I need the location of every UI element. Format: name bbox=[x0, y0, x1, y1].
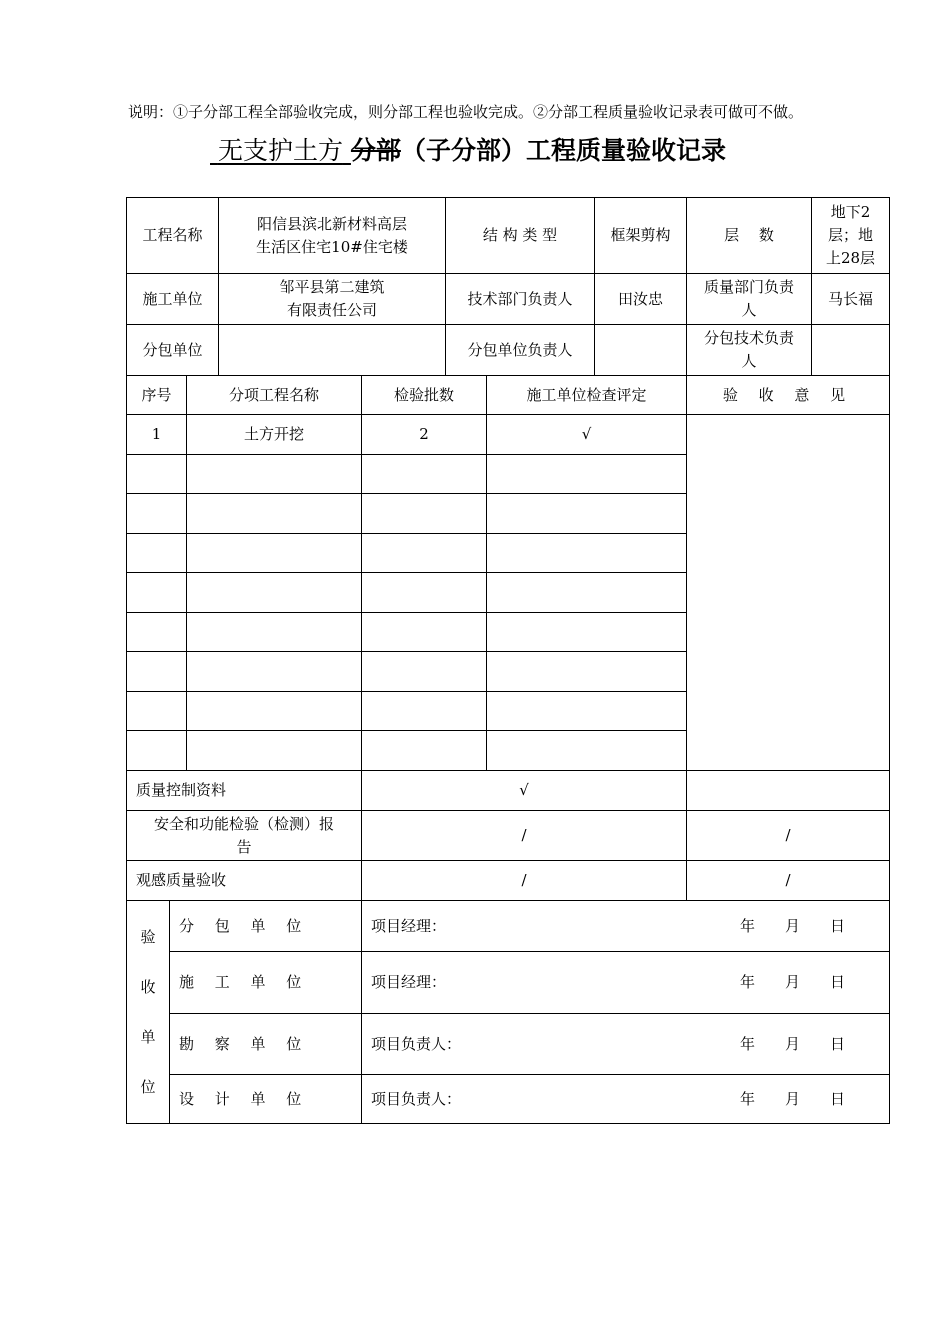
row-no bbox=[127, 534, 187, 573]
row-no bbox=[127, 731, 187, 771]
unit-label: 设 计 单 位 bbox=[170, 1075, 362, 1124]
date-month: 月 bbox=[784, 1089, 800, 1108]
row-name bbox=[187, 455, 362, 494]
row-batches bbox=[362, 494, 487, 534]
row-name bbox=[187, 534, 362, 573]
row-batches bbox=[362, 652, 487, 692]
project-info-table bbox=[126, 197, 890, 376]
quality-docs-row bbox=[127, 771, 890, 811]
quality-head-label: 质量部门负责 人 bbox=[687, 274, 812, 325]
row-name bbox=[187, 731, 362, 771]
row-name bbox=[187, 573, 362, 613]
row-no bbox=[127, 692, 187, 731]
page-title bbox=[210, 133, 850, 169]
sub-head-value bbox=[595, 325, 687, 376]
acceptance-opinion-cell bbox=[687, 415, 890, 771]
row-check bbox=[487, 613, 687, 652]
title-underlined: 无支护土方 bbox=[217, 136, 343, 165]
col-header-opinion: 验 收 意 见 bbox=[687, 376, 890, 415]
safety-opinion: / bbox=[687, 811, 890, 861]
row-check bbox=[487, 573, 687, 613]
row-no bbox=[127, 573, 187, 613]
date-day: 日 bbox=[830, 973, 846, 991]
project-name-value: 阳信县滨北新材料高层 生活区住宅10#住宅楼 bbox=[219, 198, 446, 274]
date-year: 年 bbox=[739, 1034, 755, 1053]
col-header-check: 施工单位检查评定 bbox=[487, 376, 687, 415]
quality-docs-opinion bbox=[687, 771, 890, 811]
date-day: 日 bbox=[830, 916, 846, 935]
row-batches bbox=[362, 613, 487, 652]
row-batches: 2 bbox=[362, 415, 487, 455]
date-day: 日 bbox=[830, 1089, 846, 1108]
appearance-opinion: / bbox=[687, 861, 890, 901]
row-name: 土方开挖 bbox=[187, 415, 362, 455]
sub-head-label: 分包单位负责人 bbox=[446, 325, 595, 376]
date-month: 月 bbox=[784, 973, 800, 991]
signature-cell bbox=[362, 952, 890, 1014]
tech-head-value: 田汝忠 bbox=[595, 274, 687, 325]
floors-value: 地下2 层；地 上28层 bbox=[812, 198, 890, 274]
signer-label: 项目负责人： bbox=[371, 1089, 462, 1108]
signature-cell bbox=[362, 1075, 890, 1124]
subcontractor-label: 分包单位 bbox=[127, 325, 219, 376]
acceptance-group-label: 验 收 单 位 bbox=[127, 901, 170, 1124]
row-name bbox=[187, 652, 362, 692]
date-day: 日 bbox=[830, 1034, 846, 1053]
floors-label: 层 数 bbox=[687, 198, 812, 274]
row-name bbox=[187, 692, 362, 731]
signer-label: 项目经理： bbox=[371, 916, 447, 935]
appearance-label: 观感质量验收 bbox=[127, 861, 362, 901]
signature-cell bbox=[362, 1014, 890, 1075]
items-header-row bbox=[127, 376, 890, 415]
unit-label: 施 工 单 位 bbox=[170, 952, 362, 1014]
col-header-no: 序号 bbox=[127, 376, 187, 415]
row-check bbox=[487, 534, 687, 573]
sub-tech-head-label: 分包技术负责 人 bbox=[687, 325, 812, 376]
tech-head-label: 技术部门负责人 bbox=[446, 274, 595, 325]
acceptance-row bbox=[127, 901, 890, 952]
row-check bbox=[487, 692, 687, 731]
project-name-label: 工程名称 bbox=[127, 198, 219, 274]
date-year: 年 bbox=[739, 973, 755, 991]
row-check: √ bbox=[487, 415, 687, 455]
structure-type-label: 结 构 类 型 bbox=[446, 198, 595, 274]
appearance-check: / bbox=[362, 861, 687, 901]
appearance-row bbox=[127, 861, 890, 901]
unit-label: 勘 察 单 位 bbox=[170, 1014, 362, 1075]
safety-row bbox=[127, 811, 890, 861]
row-no bbox=[127, 494, 187, 534]
safety-check: / bbox=[362, 811, 687, 861]
date-year: 年 bbox=[739, 916, 755, 935]
structure-type-value: 框架剪构 bbox=[595, 198, 687, 274]
signature-cell bbox=[362, 901, 890, 952]
row-batches bbox=[362, 455, 487, 494]
title-rest: （子分部）工程质量验收记录 bbox=[400, 136, 726, 165]
acceptance-row bbox=[127, 952, 890, 1014]
acceptance-row bbox=[127, 1014, 890, 1075]
contractor-label: 施工单位 bbox=[127, 274, 219, 325]
subcontractor-value bbox=[219, 325, 446, 376]
signer-label: 项目负责人： bbox=[371, 1034, 462, 1053]
signer-label: 项目经理： bbox=[371, 973, 447, 991]
contractor-value: 邹平县第二建筑 有限责任公司 bbox=[219, 274, 446, 325]
page-note: 说明：①子分部工程全部验收完成，则分部工程也验收完成。②分部工程质量验收记录表可做可不做。 bbox=[128, 103, 804, 121]
row-no bbox=[127, 613, 187, 652]
title-struck: 分部 bbox=[350, 136, 401, 165]
sub-tech-head-value bbox=[812, 325, 890, 376]
row-check bbox=[487, 455, 687, 494]
row-batches bbox=[362, 692, 487, 731]
items-table bbox=[126, 375, 890, 1124]
col-header-batches: 检验批数 bbox=[362, 376, 487, 415]
acceptance-row bbox=[127, 1075, 890, 1124]
date-year: 年 bbox=[739, 1089, 755, 1108]
row-batches bbox=[362, 534, 487, 573]
row-name bbox=[187, 613, 362, 652]
row-batches bbox=[362, 573, 487, 613]
row-no bbox=[127, 652, 187, 692]
quality-docs-label: 质量控制资料 bbox=[127, 771, 362, 811]
quality-docs-check: √ bbox=[362, 771, 687, 811]
row-no bbox=[127, 455, 187, 494]
row-check bbox=[487, 731, 687, 771]
row-name bbox=[187, 494, 362, 534]
safety-label: 安全和功能检验（检测）报 告 bbox=[127, 811, 362, 861]
row-no: 1 bbox=[127, 415, 187, 455]
date-month: 月 bbox=[784, 916, 800, 935]
row-check bbox=[487, 494, 687, 534]
row-check bbox=[487, 652, 687, 692]
quality-head-value: 马长福 bbox=[812, 274, 890, 325]
col-header-name: 分项工程名称 bbox=[187, 376, 362, 415]
row-batches bbox=[362, 731, 487, 771]
table-row bbox=[127, 415, 890, 455]
unit-label: 分 包 单 位 bbox=[170, 901, 362, 952]
date-month: 月 bbox=[784, 1034, 800, 1053]
